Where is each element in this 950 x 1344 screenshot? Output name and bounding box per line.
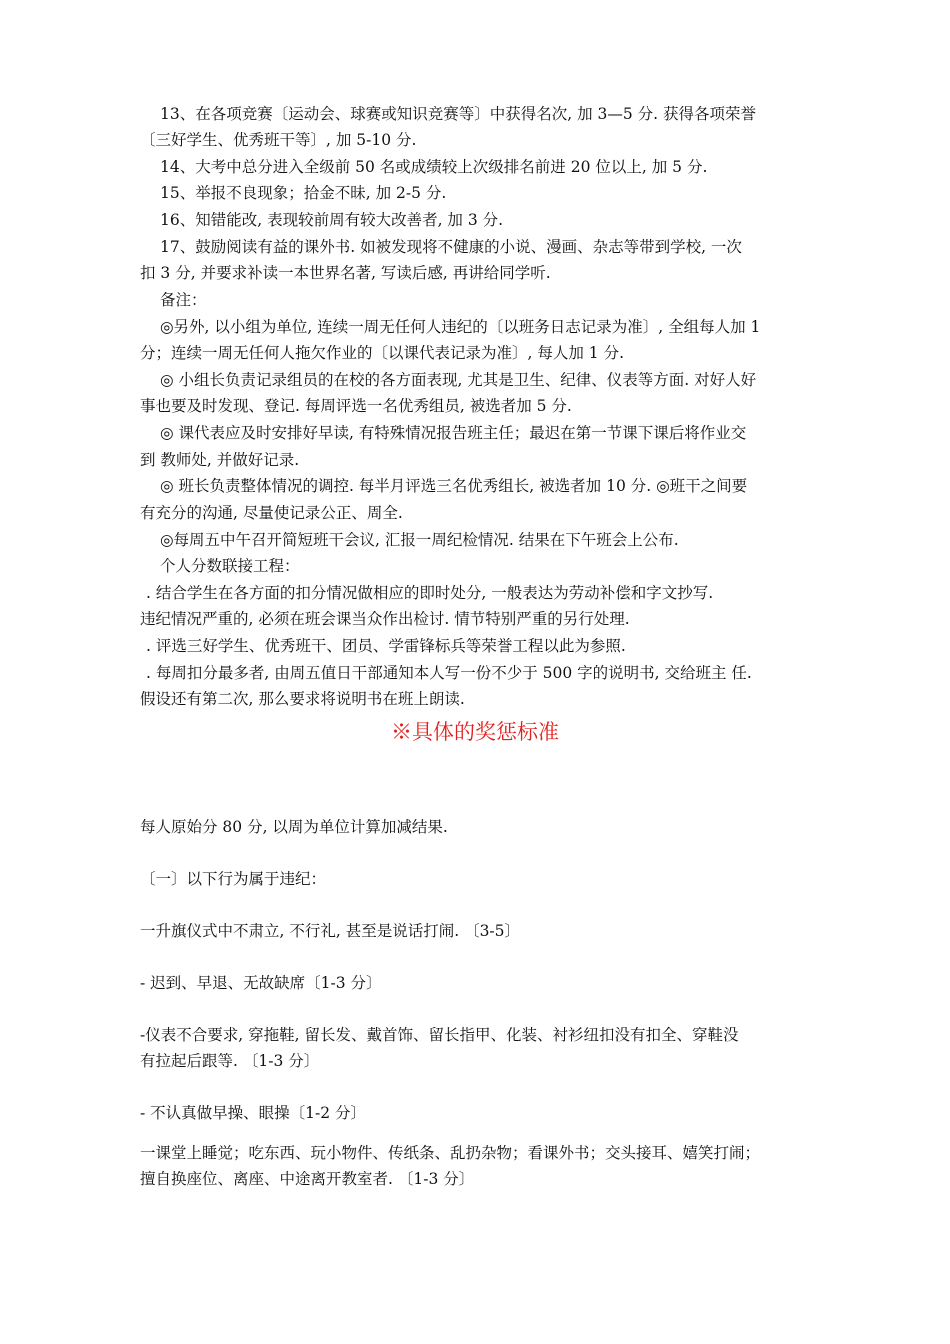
rule-13-line-1: 13、在各项竞赛〔运动会、球赛或知识竞赛等〕中获得名次, 加 3—5 分. 获得各项荣誉 bbox=[160, 105, 757, 123]
violations-title: 〔一〕以下行为属于违纪： bbox=[140, 870, 327, 888]
rule-15: 15、举报不良现象；拾金不昧, 加 2-5 分. bbox=[160, 184, 447, 202]
rule-17-line-1: 17、鼓励阅读有益的课外书. 如被发现将不健康的小说、漫画、杂志等带到学校, 一次 bbox=[160, 238, 742, 256]
note-5: ◎每周五中午召开简短班干会议, 汇报一周纪检情况. 结果在下午班会上公布. bbox=[160, 531, 679, 549]
rule-13-line-2: 〔三好学生、优秀班干等〕, 加 5-10 分. bbox=[140, 131, 417, 149]
note-4-line-1: ◎ 班长负责整体情况的调控. 每半月评选三名优秀组长, 被选者加 10 分. ◎班干之间要 bbox=[160, 477, 748, 495]
violation-3-line-1: -仪表不合要求, 穿拖鞋, 留长发、戴首饰、留长指甲、化装、衬衫纽扣没有扣全、穿鞋没 bbox=[140, 1026, 739, 1044]
note-4-line-2: 有充分的沟通, 尽量使记录公正、周全. bbox=[140, 504, 403, 522]
note-2-line-2: 事也要及时发现、登记. 每周评选一名优秀组员, 被选者加 5 分. bbox=[140, 397, 572, 415]
violation-4: - 不认真做早操、眼操〔1-2 分〕 bbox=[140, 1104, 367, 1122]
score-link-3-line-2: 假设还有第二次, 那么要求将说明书在班上朗读. bbox=[140, 690, 465, 708]
base-score-line: 每人原始分 80 分, 以周为单位计算加减结果. bbox=[140, 818, 448, 836]
score-link-3-line-1: . 每周扣分最多者, 由周五值日干部通知本人写一份不少于 500 字的说明书, 交给班主 任. bbox=[146, 664, 752, 682]
violation-5-line-1: 一课堂上睡觉；吃东西、玩小物件、传纸条、乱扔杂物；看课外书；交头接耳、嬉笑打闹； bbox=[140, 1144, 761, 1162]
score-link-1-line-2: 违纪情况严重的, 必须在班会课当众作出检讨. 情节特别严重的另行处理. bbox=[140, 610, 630, 628]
violation-1: 一升旗仪式中不肃立, 不行礼, 甚至是说话打闹. 〔3-5〕 bbox=[140, 922, 521, 940]
section-heading: ※具体的奖惩标准 bbox=[391, 720, 559, 744]
violation-5-line-2: 擅自换座位、离座、中途离开教室者. 〔1-3 分〕 bbox=[140, 1170, 475, 1188]
score-link-1-line-1: . 结合学生在各方面的扣分情况做相应的即时处分, 一般表达为劳动补偿和字文抄写. bbox=[146, 584, 714, 602]
note-3-line-1: ◎ 课代表应及时安排好早读, 有特殊情况报告班主任；最迟在第一节课下课后将作业交 bbox=[160, 424, 747, 442]
rule-14: 14、大考中总分进入全级前 50 名或成绩较上次级排名前进 20 位以上, 加 5 分. bbox=[160, 158, 708, 176]
violation-3-line-2: 有拉起后跟等. 〔1-3 分〕 bbox=[140, 1052, 320, 1070]
note-1-line-1: ◎另外, 以小组为单位, 连续一周无任何人违纪的〔以班务日志记录为准〕, 全组每人加 1 bbox=[160, 318, 761, 336]
notes-label: 备注： bbox=[160, 291, 207, 309]
violation-2: - 迟到、早退、无故缺席〔1-3 分〕 bbox=[140, 974, 382, 992]
score-link-2: . 评选三好学生、优秀班干、团员、学雷锋标兵等荣誉工程以此为参照. bbox=[146, 637, 626, 655]
note-1-line-2: 分；连续一周无任何人拖欠作业的〔以课代表记录为准〕, 每人加 1 分. bbox=[140, 344, 624, 362]
rule-17-line-2: 扣 3 分, 并要求补读一本世界名著, 写读后感, 再讲给同学听. bbox=[140, 264, 551, 282]
score-link-title: 个人分数联接工程： bbox=[160, 557, 300, 575]
note-2-line-1: ◎ 小组长负责记录组员的在校的各方面表现, 尤其是卫生、纪律、仪表等方面. 对好人好 bbox=[160, 371, 757, 389]
note-3-line-2: 到 教师处, 并做好记录. bbox=[140, 451, 300, 469]
rule-16: 16、知错能改, 表现较前周有较大改善者, 加 3 分. bbox=[160, 211, 504, 229]
